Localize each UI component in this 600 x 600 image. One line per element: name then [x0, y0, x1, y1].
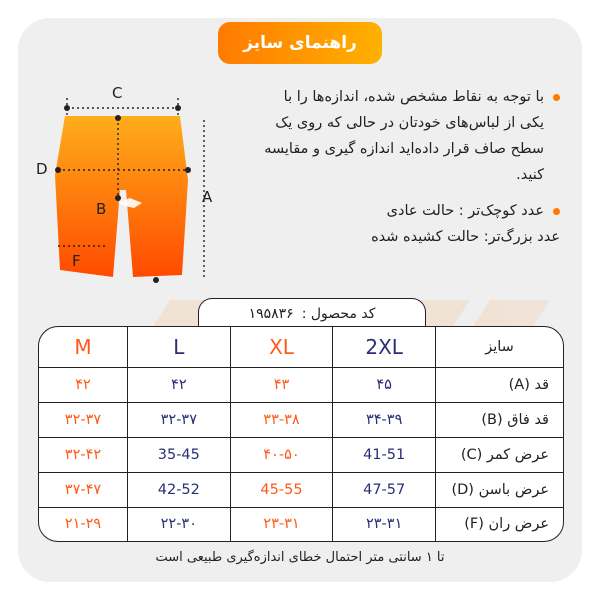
label-c: C [112, 84, 123, 102]
cell: 41-51 [333, 437, 436, 472]
size-l: L [127, 327, 230, 368]
table-header-row [39, 327, 563, 368]
cell: ۳۳-۳۸ [230, 402, 333, 437]
page-title: راهنمای سایز [218, 22, 382, 64]
row-label: قد فاق (B) [436, 402, 564, 437]
instructions [260, 84, 560, 250]
cell: 35-45 [127, 437, 230, 472]
cell: 47-57 [333, 472, 436, 507]
table-row [39, 368, 563, 403]
cell: ۳۴-۳۹ [333, 402, 436, 437]
product-code-label: کد محصول : [301, 306, 376, 322]
cell: ۲۲-۳۰ [127, 507, 230, 541]
cell: ۴۲ [127, 368, 230, 403]
table-row [39, 402, 563, 437]
cell: ۳۲-۴۲ [39, 437, 127, 472]
footer-note: تا ۱ سانتی متر احتمال خطای اندازه‌گیری طبیعی است [155, 550, 445, 565]
row-label: عرض کمر (C) [436, 437, 564, 472]
label-d: D [36, 160, 48, 178]
cell: ۳۷-۴۷ [39, 472, 127, 507]
label-a: A [202, 188, 213, 206]
size-m: M [39, 327, 127, 368]
row-label: قد (A) [436, 368, 564, 403]
note-stretched: عدد بزرگ‌تر: حالت کشیده شده [371, 229, 560, 245]
cell: ۴۵ [333, 368, 436, 403]
label-f: F [72, 252, 81, 270]
cell: ۳۲-۳۷ [39, 402, 127, 437]
size-table [38, 326, 564, 542]
row-label: عرض ران (F) [436, 507, 564, 541]
row-label: عرض باسن (D) [436, 472, 564, 507]
cell: ۲۳-۳۱ [333, 507, 436, 541]
cell: ۴۲ [39, 368, 127, 403]
product-code-value: ۱۹۵۸۳۶ [248, 306, 294, 322]
cell: ۳۲-۳۷ [127, 402, 230, 437]
shorts-diagram [30, 80, 220, 290]
cell: ۴۰-۵۰ [230, 437, 333, 472]
instruction-paragraph: با توجه به نقاط مشخص شده، اندازه‌ها را با یکی از لباس‌های خودتان در حالی که روی یک سطح صاف قرار داده‌اید اندازه گیری و مقایسه کنید. [260, 84, 560, 188]
cell: 42-52 [127, 472, 230, 507]
product-code [198, 298, 426, 329]
note-normal: عدد کوچک‌تر : حالت عادی [260, 198, 560, 224]
cell: ۲۱-۲۹ [39, 507, 127, 541]
cell: 45-55 [230, 472, 333, 507]
label-b: B [96, 200, 107, 218]
size-2xl: 2XL [333, 327, 436, 368]
cell: ۲۳-۳۱ [230, 507, 333, 541]
cell: ۴۳ [230, 368, 333, 403]
table-row [39, 472, 563, 507]
table-row [39, 437, 563, 472]
table-row [39, 507, 563, 541]
size-xl: XL [230, 327, 333, 368]
header-label: سایز [436, 327, 564, 368]
